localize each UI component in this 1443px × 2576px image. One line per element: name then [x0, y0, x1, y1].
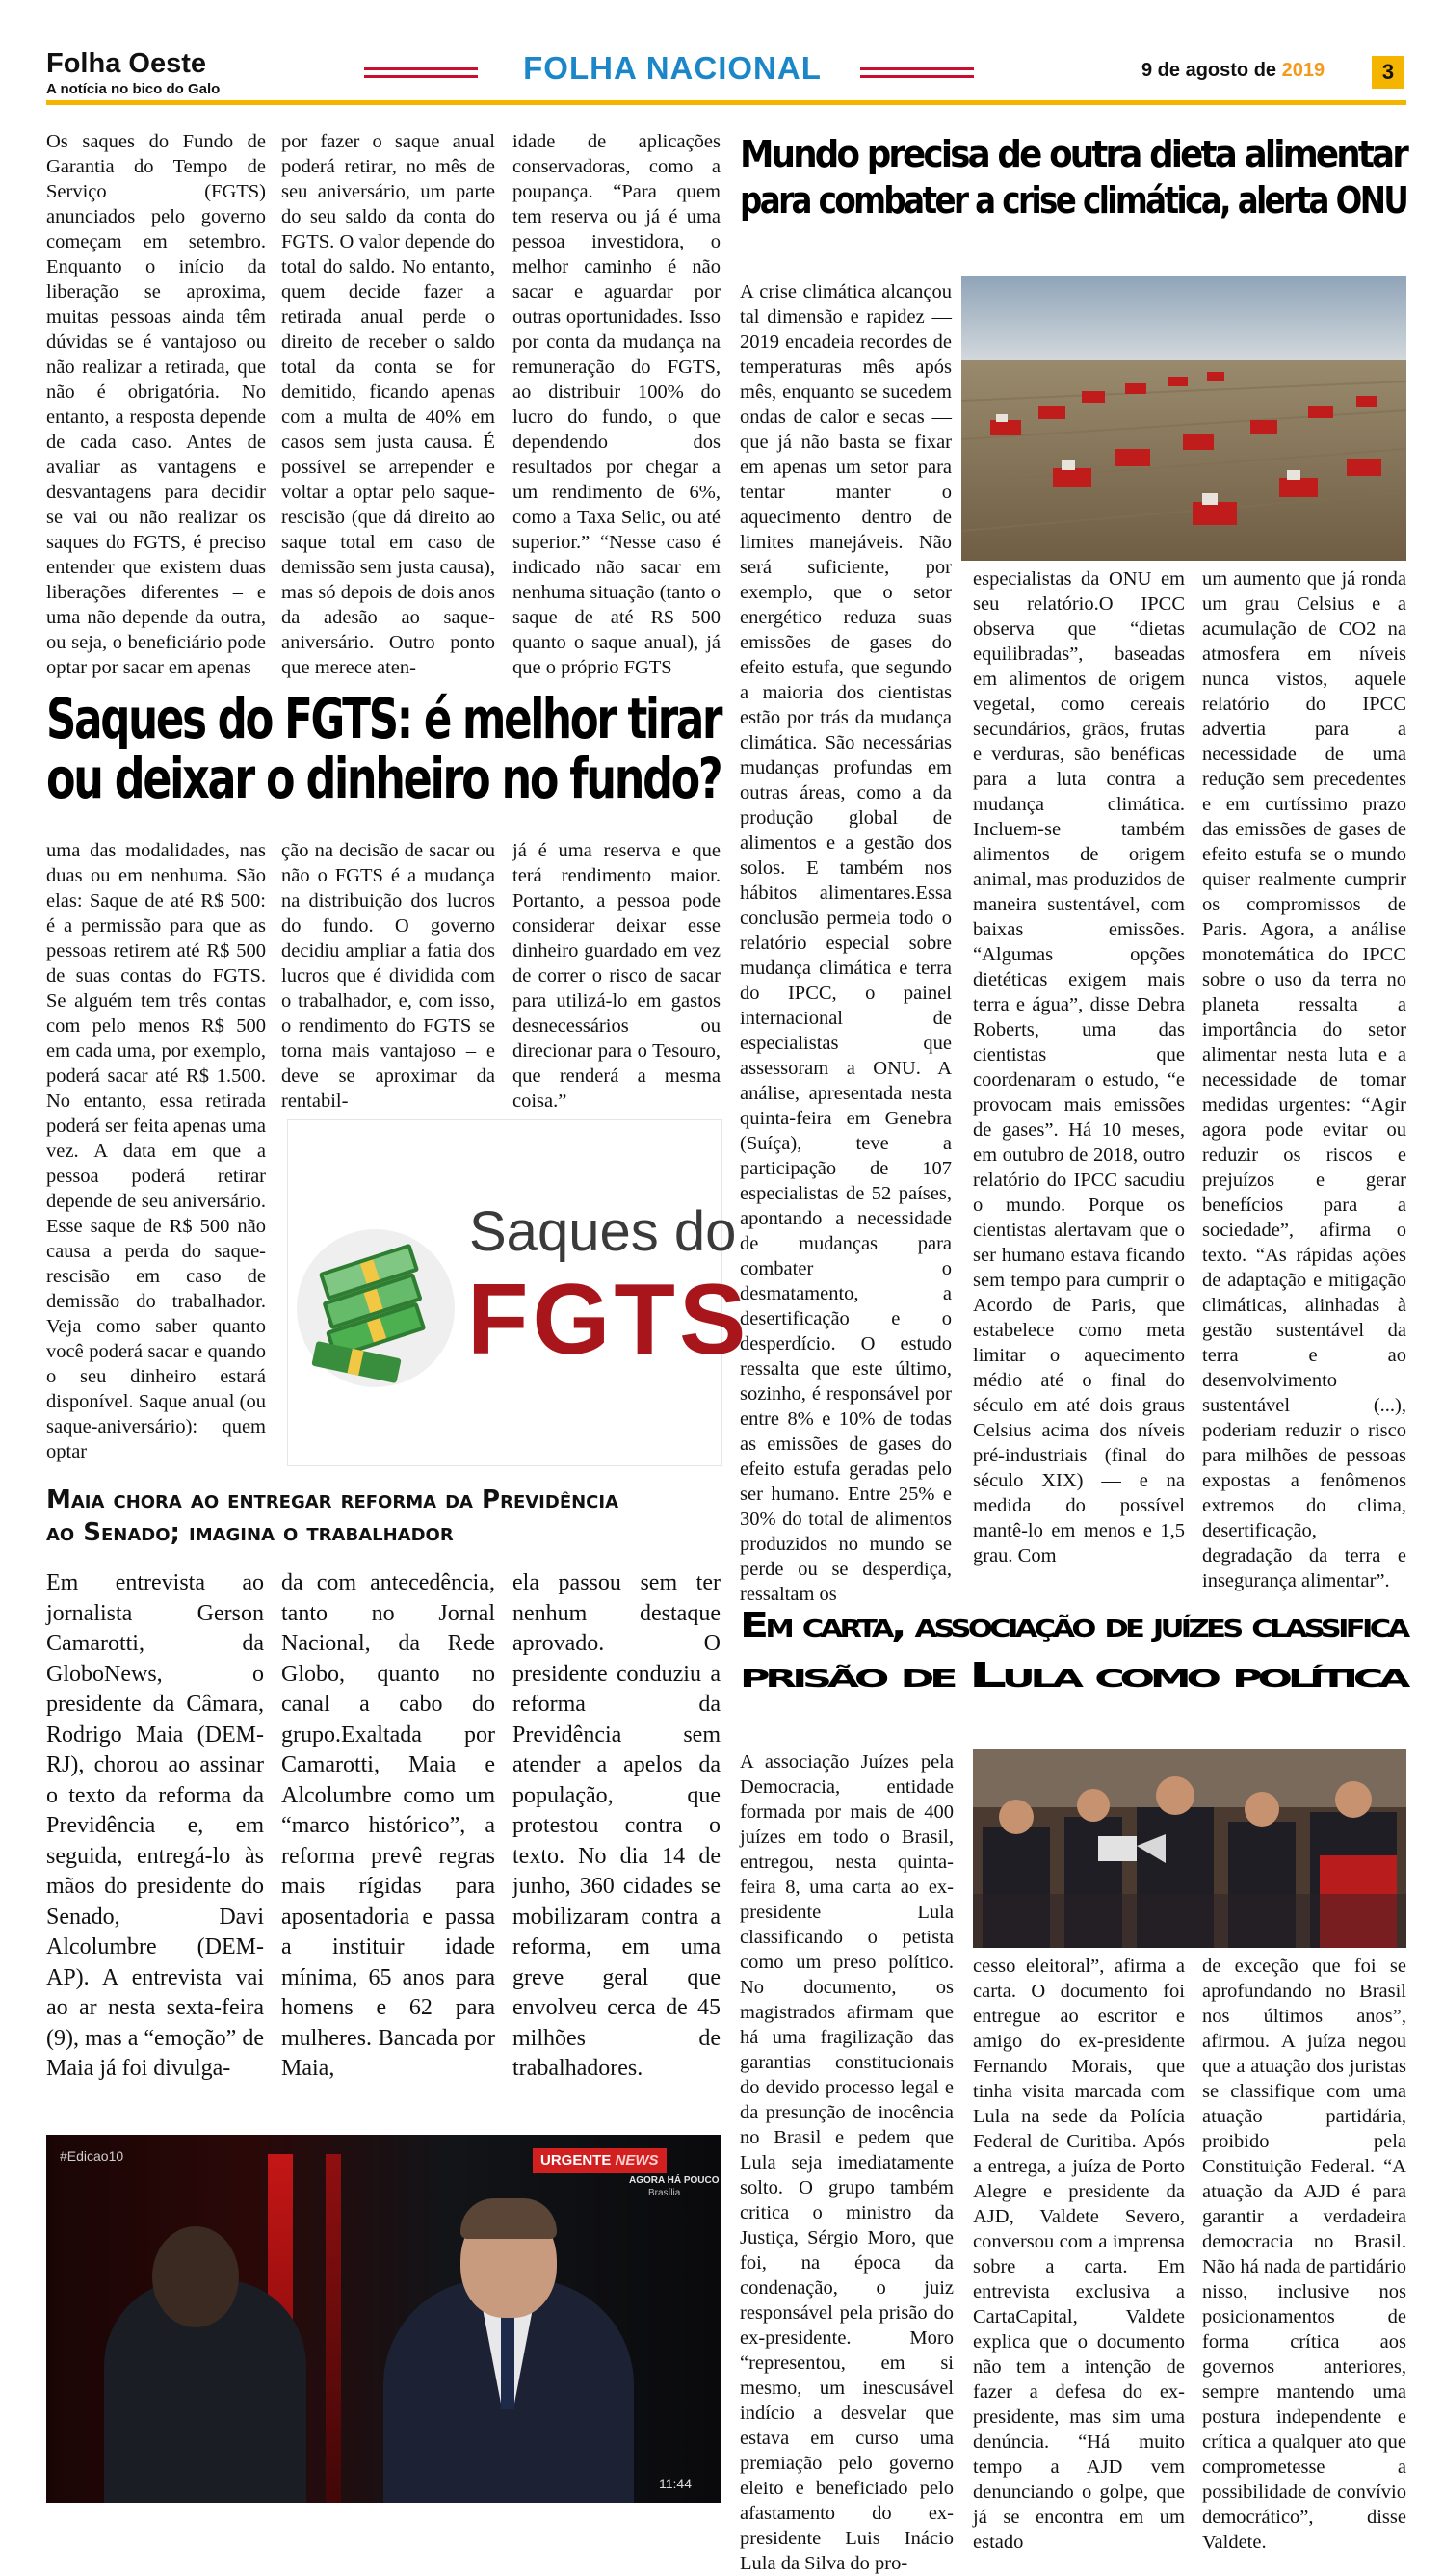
- maia-headline: [46, 1484, 721, 1549]
- lula-headline-line2: prisão de Lula como política: [740, 1656, 1406, 1695]
- title-rule-left-top: [364, 67, 478, 70]
- maia-headline-line2: ao Senado; imagina o trabalhador: [46, 1518, 454, 1547]
- news-label: NEWS: [615, 2152, 659, 2169]
- onu-headline-line2: para combater a crise climática, alerta ONU: [740, 179, 1407, 222]
- fgts-headline-line2: ou deixar o dinheiro no fundo?: [46, 746, 722, 811]
- fgts-col3-top: idade de aplicações conservadoras, como a poupança. “Para quem tem reserva ou já é uma pessoa investidora, o melhor caminho é não sacar e aguardar por outras oportunidades. Isso por conta da mudança na remuneração do FGTS, ao distribuir 100% do lucro do fundo, o que dependendo dos resultados por chegar a um rendimento de 6%, como a Taxa Selic, ou até superior.” “Nesse caso é indicado não sacar em nenhuma situação (tanto o saque de até R$ 500 quanto o saque anual), já que o próprio FGTS: [512, 131, 721, 678]
- broadcast-time: 11:44: [659, 2476, 692, 2491]
- interviewer-head: [152, 2226, 239, 2327]
- lula-col3: de exceção que foi se aprofundando no Brasil nos últimos anos”, afirmou. A juíza negou que a atuação dos juristas se classifique com uma atuação partidária, proibido pela Constituição Federal. “A atuação da AJD é para garantir a verdadeira democracia no Brasil. Não há nada de partidário nisso, inclusive nos posicionamentos de forma crítica aos governos anteriores, sempre mantendo uma postura independente e crítica a qualquer ato que comprometesse a possibilidade de convívio democrático”, disse Valdete.: [1202, 1956, 1406, 2553]
- lula-col2: cesso eleitoral”, afirma a carta. O documento foi entregue ao escritor e amigo do ex-presidente Fernando Morais, que tinha visita marcada com Lula na sede da Polícia Federal de Curitiba. Após a entrega, a juíza de Porto Alegre e presidente da AJD, Valdete Severo, conversou com a imprensa sobre a carta. Em entrevista exclusiva a CartaCapital, Valdete explica que o documento não tem a intenção de fazer a defesa do ex-presidente, mas sim uma denúncia. “Há muito tempo a AJD vem denunciando o golpe, que já se encontra em um estado: [973, 1956, 1185, 2553]
- section-title: FOLHA NACIONAL: [523, 50, 822, 86]
- brand-name: Folha Oeste: [46, 48, 206, 79]
- masthead: [0, 0, 1443, 116]
- fgts-image-acronym: FGTS: [467, 1264, 750, 1376]
- title-rule-right-top: [860, 67, 974, 70]
- guest-tie: [501, 2303, 514, 2409]
- fgts-illustration: [287, 1119, 750, 1466]
- fgts-col1-top: Os saques do Fundo de Garantia do Tempo de Serviço (FGTS) anunciados pelo governo começam em setembro. Enquanto o início da liberação se aproxima, muitas pessoas ainda têm dúvidas se é vantajoso ou não realizar a retirada, que não é obrigatória. No entanto, a resposta depende de cada caso. Antes de avaliar as vantagens e desvantagens para decidir se vai ou não realizar os saques do FGTS, é preciso entender que existem duas liberações diferentes – e uma não depende da outra, ou seja, o beneficiário pode optar por sacar em apenas: [46, 131, 266, 678]
- title-rule-left-bottom: [364, 75, 478, 78]
- issue-date: [1141, 60, 1325, 82]
- maia-headline-line1: Maia chora ao entregar reforma da Previdência: [46, 1485, 619, 1514]
- fgts-image-title: Saques do: [469, 1200, 737, 1263]
- crowd-image: [973, 1749, 1406, 1948]
- header-underline: [46, 100, 1406, 105]
- urgente-badge: [533, 2148, 667, 2173]
- studio-red-light-2: [326, 2154, 341, 2503]
- page-number-box: [1372, 56, 1404, 89]
- lula-headline-line1: Em carta, associação de juízes classifica: [740, 1606, 1407, 1645]
- fgts-col3-bottom: já é uma reserva e que terá rendimento maior. Portanto, a pessoa pode considerar deixar esse dinheiro guardado em vez de correr o risco de sacar para utilizá-lo em gastos desnecessários ou direcionar para o Tesouro, que renderá a mesma coisa.”: [512, 840, 721, 1112]
- badge-subtitle: AGORA HÁ POUCO: [629, 2175, 720, 2186]
- onu-headline-line1: Mundo precisa de outra dieta alimentar: [740, 133, 1407, 175]
- badge-city: Brasília: [648, 2188, 681, 2198]
- harvest-field-image: [961, 276, 1406, 561]
- guest-hair: [460, 2198, 557, 2239]
- maia-interview-photo: [46, 2135, 721, 2503]
- fgts-col2-bottom: ção na decisão de sacar ou não o FGTS é a mudança na distribuição dos lucros do fundo. O governo decidiu ampliar a fatia dos lucros que é dividida com o trabalhador, e, com isso, o rendimento do FGTS se torna mais vantajoso – e deve se aproximar da rentabil-: [281, 840, 495, 1112]
- onu-col3: um aumento que já ronda um grau Celsius e a acumulação de CO2 na atmosfera em níveis nunca vistos, aquele relatório do IPCC advertia para a necessidade de uma redução sem precedentes e em curtíssimo prazo das emissões de gases de efeito estufa se o mundo quiser realmente cumprir os compromissos de Paris. Agora, a análise monotemática do IPCC sobre o uso da terra no planeta ressalta a importância do setor alimentar nesta luta e a necessidade de tomar medidas urgentes: “Agir agora pode evitar ou reduzir os riscos e prejuízos e gerar benefícios para a sociedade”, afirma o texto. “As rápidas ações de adaptação e mitigação climáticas, alinhadas à gestão sustentável da terra e ao desenvolvimento sustentável (...), poderiam reduzir o risco para milhões de pessoas expostas a fenômenos extremos do clima, desertificação, degradação da terra e insegurança alimentar”.: [1202, 568, 1406, 1591]
- title-rule-right-bottom: [860, 75, 974, 78]
- fgts-headline: [46, 686, 722, 811]
- fgts-col2-top: por fazer o saque anual poderá retirar, no mês de seu aniversário, um parte do seu saldo da conta do FGTS. O valor depende do total do saldo. No entanto, quem decide fazer a retirada anual perde o direito de receber o saldo total da conta se for demitido, ficando apenas com a multa de 40% em casos sem justa causa. É possível se arrepender e voltar a optar pelo saque-rescisão (que dá direito ao saque total em caso de demissão sem justa causa), mas só depois de dois anos da adesão ao saque-aniversário. Outro ponto que merece aten-: [281, 131, 495, 678]
- lula-col1: A associação Juízes pela Democracia, entidade formada por mais de 400 juízes em todo o Brasil, entregou, nesta quinta-feira 8, uma carta ao ex-presidente Lula classificando o petista como um preso político. No documento, os magistrados afirmam que há uma fragilização das garantias constitucionais do devido processo legal e da presunção de inocência no Brasil e pedem que Lula seja imediatamente solto. O grupo também critica o ministro da Justiça, Sérgio Moro, que foi, na época da condenação, o juiz responsável pela prisão do ex-presidente. Moro “representou, em si mesmo, um inescusável indício a desvelar que estava em curso uma premiação pelo governo eleito e beneficiado pelo afastamento do ex-presidente Luis Inácio Lula da Silva do pro-: [740, 1751, 954, 2574]
- onu-col2: especialistas da ONU em seu relatório.O IPCC observa que “dietas equilibradas”, baseadas em alimentos de origem vegetal, como cereais secundários, grãos, frutas e verduras, são benéficas para a luta contra a mudança climática. Incluem-se também alimentos de origem animal, mas produzidos de maneira sustentável, com baixas emissões. “Algumas opções dietéticas exigem mais terra e água”, disse Debra Roberts, uma das cientistas que coordenaram o estudo, “e provocam mais emissões de gases”. Há 10 meses, em outubro de 2018, outro relatório do IPCC sacudiu o mundo. Porque os cientistas alertavam que o ser humano estava ficando sem tempo para cumprir o Acordo de Paris, que estabelece como meta limitar o aquecimento médio até o final do século em até dois graus Celsius acima dos níveis pré-industriais (final do século XIX) — e na medida do possível mantê-lo em menos e 1,5 grau. Com: [973, 568, 1185, 1566]
- maia-col3: ela passou sem ter nenhum destaque aprovado. O presidente conduziu a reforma da Previdência sem atender a apelos da população, que protestou contra o texto. No dia 14 de junho, 360 cidades se mobilizaram contra a reforma, em uma greve geral que envolveu cerca de 45 milhões de trabalhadores.: [512, 1570, 721, 2081]
- date-text: 9 de agosto de: [1141, 60, 1277, 81]
- onu-headline: [740, 131, 1406, 223]
- urgente-label: URGENTE: [540, 2152, 612, 2169]
- maia-col2: da com antecedência, tanto no Jornal Nacional, da Rede Globo, quanto no canal a cabo do grupo.Exaltada por Camarotti, Maia e Alcolumbre como um “marco histórico”, a reforma prevê regras mais rígidas para aposentadoria e passa a instituir idade mínima, 65 anos para homens e 62 para mulheres. Bancada por Maia,: [281, 1570, 495, 2081]
- fgts-headline-line1: Saques do FGTS: é melhor tirar: [46, 686, 722, 751]
- lula-protest-photo: [973, 1749, 1406, 1948]
- brand-tagline: A notícia no bico do Galo: [46, 81, 221, 97]
- fgts-col1-bottom: uma das modalidades, nas duas ou em nenhuma. São elas: Saque de até R$ 500: é a permissão para que as pessoas retirem até R$ 500 de suas contas do FGTS. Se alguém tem três contas com pelo menos R$ 500 em cada uma, por exemplo, poderá sacar até R$ 1.500. No entanto, essa retirada poderá ser feita apenas uma vez. A data em que a pessoa poderá retirar depende de seu aniversário. Esse saque de R$ 500 não causa a perda do saque-rescisão em caso de demissão do trabalhador. Veja como saber quanto você poderá sacar e quando o seu dinheiro estará disponível. Saque anual (ou saque-aniversário): quem optar: [46, 840, 266, 1462]
- date-year: 2019: [1281, 60, 1325, 81]
- money-stack-icon: [294, 1226, 458, 1390]
- maia-col1: Em entrevista ao jornalista Gerson Camarotti, da GloboNews, o presidente da Câmara, Rodrigo Maia (DEM-RJ), chorou ao assinar o texto da reforma da Previdência e, em seguida, entregá-lo às mãos do presidente do Senado, Davi Alcolumbre (DEM-AP). A entrevista vai ao ar nesta sexta-feira (9), mas a “emoção” de Maia já foi divulga-: [46, 1570, 264, 2081]
- page-number: 3: [1381, 60, 1395, 84]
- broadcast-tag: #Edicao10: [60, 2148, 124, 2164]
- onu-col1: A crise climática alcançou tal dimensão e rapidez — 2019 encadeia recordes de temperaturas mês após mês, enquanto se sucedem ondas de calor e secas — que já não basta se fixar em apenas um setor para tentar manter o aquecimento dentro de limites manejáveis. Não será suficiente, por exemplo, que o setor energético reduza suas emissões de gases do efeito estufa, que segundo a maioria dos cientistas estão por trás da mudança climática. São necessárias mudanças profundas em outras áreas, como a da produção global de alimentos e a gestão dos solos. E também nos hábitos alimentares.Essa conclusão permeia todo o relatório especial sobre mudança climática e terra do IPCC, o painel internacional de especialistas que assessoram a ONU. A análise, apresentada nesta quinta-feira em Genebra (Suíça), teve a participação de 107 especialistas de 52 países, apontando a necessidade de mudanças para combater o desmatamento, a desertificação e o desperdício. O estudo ressalta que este último, sozinho, é responsável por entre 8% e 10% de todas as emissões de gases do efeito estufa geradas pelo ser humano. Entre 25% e 30% do total de alimentos produzidos no mundo se perde ou se desperdiça, ressaltam os: [740, 281, 952, 1605]
- onu-harvest-photo: [961, 276, 1406, 561]
- lula-headline: [740, 1601, 1406, 1701]
